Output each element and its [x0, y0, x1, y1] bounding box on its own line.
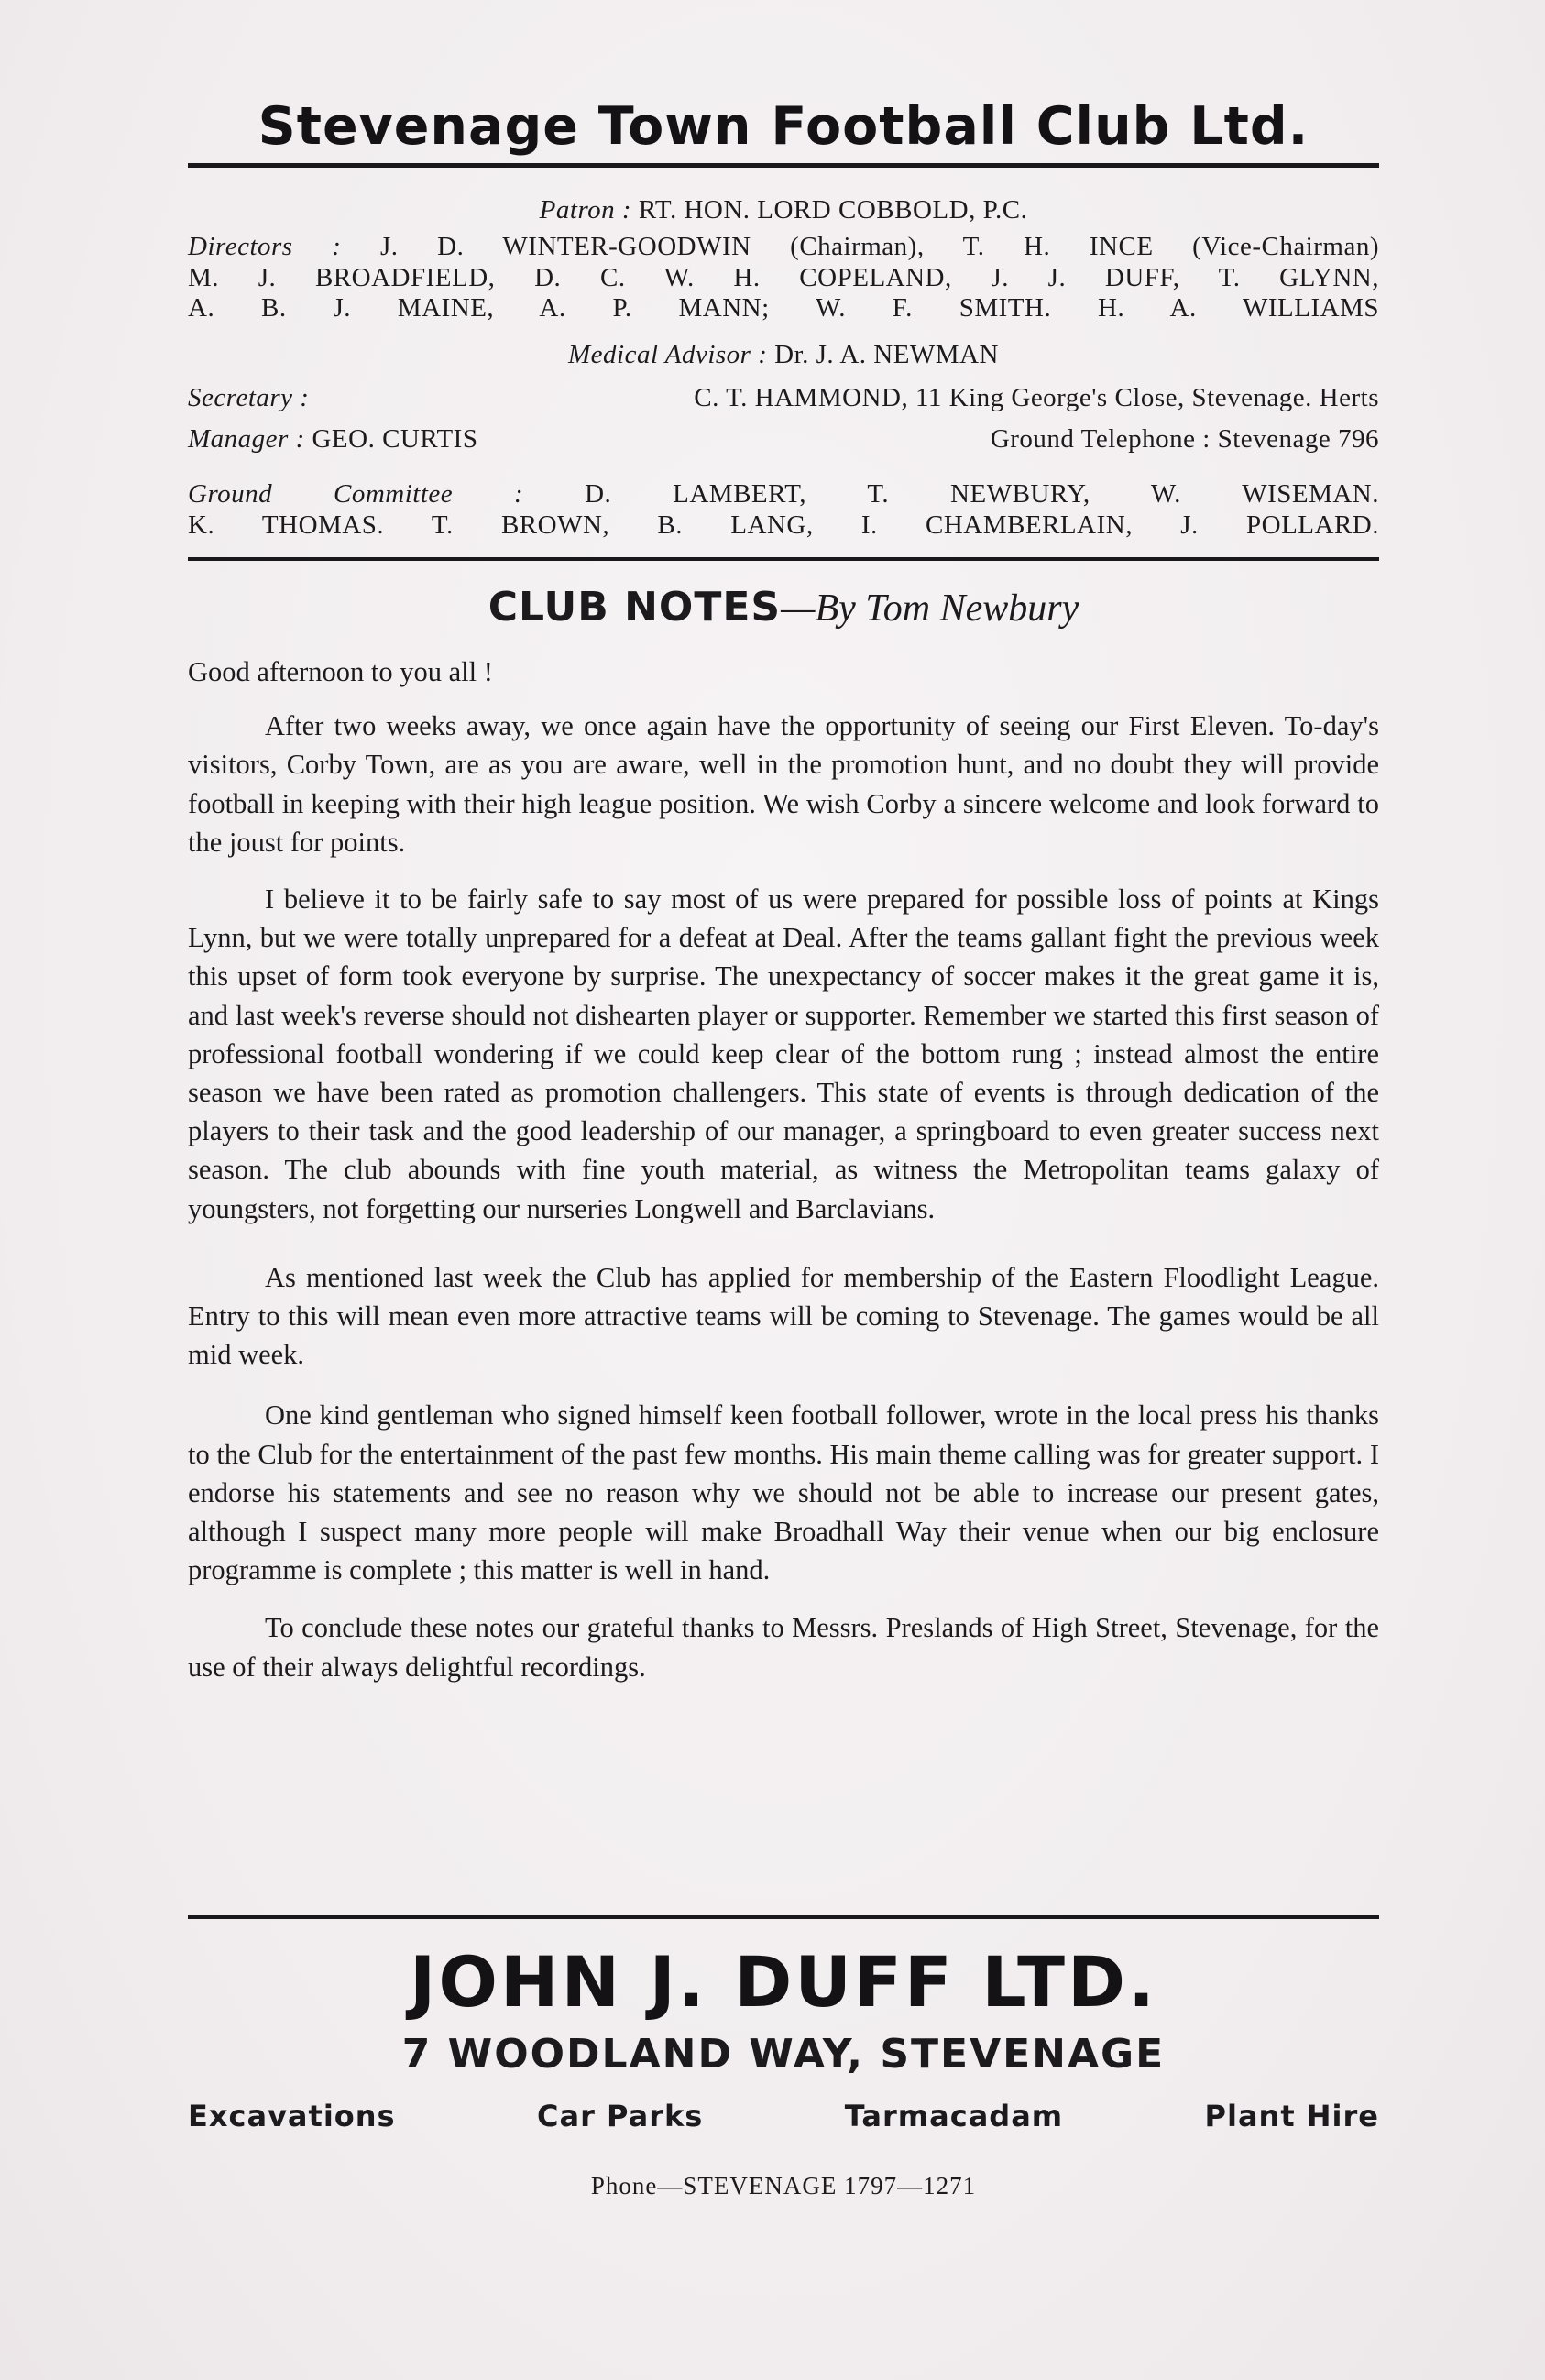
advertiser-name: JOHN J. DUFF LTD. [410, 1941, 1157, 2023]
club-notes-title: CLUB NOTES [488, 584, 782, 631]
patron-label: Patron : [539, 195, 632, 225]
service-car-parks: Car Parks [537, 2099, 704, 2133]
committee-line-1 [188, 481, 1379, 508]
committee-label: Ground Committee : [188, 479, 524, 509]
patron-name: RT. HON. LORD COBBOLD, P.C. [638, 195, 1028, 225]
directors-names-1: J. D. WINTER-GOODWIN (Chairman), T. H. INCE (Vice-Chairman) [379, 232, 1380, 261]
paragraph-3: As mentioned last week the Club has applied for membership of the Eastern Floodlight League. Entry to this will mean even more attractive teams will be coming to Stevenage. The games would be all mid week. [188, 1261, 1379, 1371]
paragraph-4: One kind gentleman who signed himself keen football follower, wrote in the local press his thanks to the Club for the entertainment of the past few months. His main theme calling was for greater support. I endorse his statements and see no reason why we should not be able to increase our present gates, although I suspect many more people will make Broadhall Way their venue when our big enclosure programme is complete ; this matter is well in hand. [188, 1399, 1379, 1586]
greeting: Good afternoon to you all ! [188, 656, 493, 687]
secretary-details: C. T. HAMMOND, 11 King George's Close, Stevenage. Herts [694, 383, 1379, 412]
patron-line [188, 197, 1379, 224]
club-notes-heading [188, 584, 1379, 631]
service-excavations: Excavations [188, 2099, 396, 2133]
club-title: Stevenage Town Football Club Ltd. [258, 96, 1309, 157]
medical-name: Dr. J. A. NEWMAN [774, 340, 999, 369]
directors-line-2: M. J. BROADFIELD, D. C. W. H. COPELAND, J. J. DUFF, T. GLYNN, [188, 263, 1379, 292]
section-divider-top [188, 557, 1379, 561]
paragraph-1: After two weeks away, we once again have the opportunity of seeing our First Eleven. To-day's visitors, Corby Town, are as you are aware, well in the promotion hunt, and no doubt they will provide football in keeping with their high league position. We wish Corby a sincere welcome and look forward to the joust for points. [188, 710, 1379, 858]
ground-telephone: Ground Telephone : Stevenage 796 [990, 424, 1379, 454]
medical-label: Medical Advisor : [568, 340, 768, 369]
title-underline [188, 163, 1379, 168]
manager-name: GEO. CURTIS [312, 424, 478, 454]
service-tarmacadam: Tarmacadam [844, 2099, 1064, 2133]
advertiser-address: 7 WOODLAND WAY, STEVENAGE [401, 2031, 1166, 2078]
section-divider-bottom [188, 1915, 1379, 1919]
advertiser-services [188, 2099, 1379, 2133]
medical-line [188, 342, 1379, 368]
paragraph-5: To conclude these notes our grateful thanks to Messrs. Preslands of High Street, Stevenage, for the use of their always delightful recordings. [188, 1612, 1379, 1683]
committee-names-1: D. LAMBERT, T. NEWBURY, W. WISEMAN. [585, 479, 1379, 509]
directors-line-1 [188, 234, 1379, 260]
club-notes-byline: —By Tom Newbury [781, 587, 1079, 630]
manager-line [188, 426, 1379, 453]
secretary-line [188, 385, 1379, 411]
manager-label: Manager : [188, 424, 305, 454]
club-notes-body [188, 653, 1379, 1686]
directors-line-3: A. B. J. MAINE, A. P. MANN; W. F. SMITH. H. A. WILLIAMS [188, 293, 1379, 323]
paragraph-2: I believe it to be fairly safe to say most of us were prepared for possible loss of points at Kings Lynn, but we were totally unprepared for a defeat at Deal. After the teams gallant fight the previous week this upset of form took everyone by surprise. The unexpectancy of soccer makes it the great game it is, and last week's reverse should not dishearten player or supporter. Remember we started this first season of professional football wondering if we could keep clear of the bottom rung ; instead almost the entire season we have been rated as promotion challengers. This state of events is through dedication of the players to their task and the good leadership of our manager, a springboard to even greater success next season. The club abounds with fine youth material, as witness the Metropolitan teams galaxy of youngsters, not forgetting our nurseries Longwell and Barclavians. [188, 883, 1379, 1224]
service-plant-hire: Plant Hire [1204, 2099, 1379, 2133]
advertiser-phone: Phone—STEVENAGE 1797—1271 [590, 2172, 977, 2199]
secretary-label: Secretary : [188, 383, 310, 412]
directors-label: Directors : [188, 232, 342, 261]
committee-line-2: K. THOMAS. T. BROWN, B. LANG, I. CHAMBERLAIN, J. POLLARD. [188, 510, 1379, 540]
